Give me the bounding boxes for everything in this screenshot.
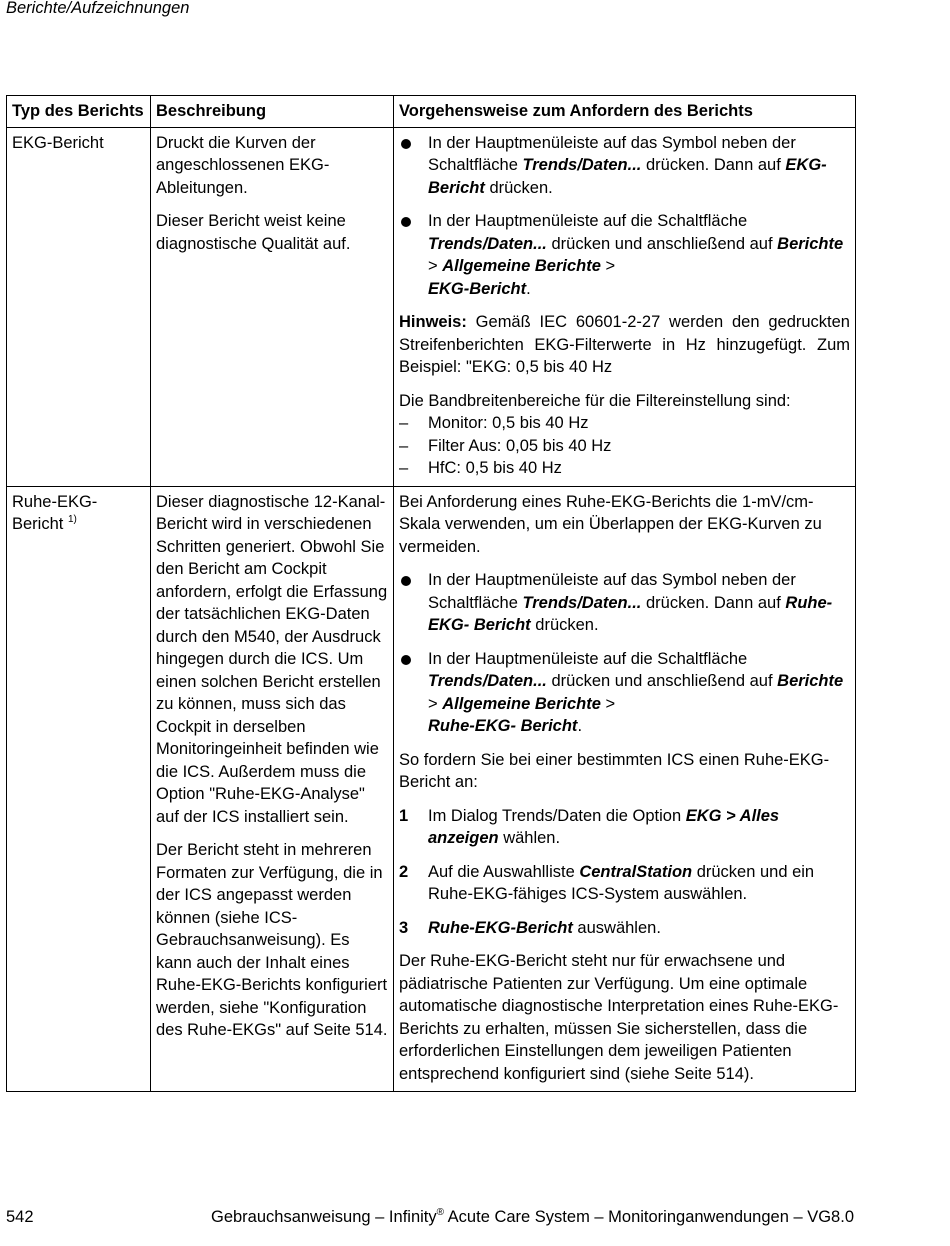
ui-term: Berichte bbox=[777, 234, 844, 253]
running-header: Berichte/Aufzeichnungen bbox=[6, 0, 190, 17]
intro-paragraph: Bei Anforderung eines Ruhe-EKG-Berichts die 1-mV/cm-Skala verwenden, um ein Überlappen der EKG-Kurven zu vermeiden. bbox=[399, 492, 822, 556]
ui-term: Ruhe-EKG- Bericht bbox=[428, 593, 833, 634]
report-type-ekg: EKG-Bericht bbox=[7, 127, 151, 486]
step-item: 1 Im Dialog Trends/Daten die Option EKG > Alles anzeigen wählen. bbox=[399, 806, 780, 847]
description-ekg bbox=[151, 127, 394, 486]
step-item: 2 Auf die Auswahlliste CentralStation drücken und ein Ruhe-EKG-fähiges ICS-System auswählen. bbox=[399, 862, 815, 903]
bullet-icon bbox=[401, 576, 411, 586]
outro-paragraph: Der Ruhe-EKG-Bericht steht nur für erwachsene und pädiatrische Patienten zur Verfügung. Um eine optimale automatische diagnostische Interpretation eines Ruhe-EKG-Berichts zu erhalten, müssen Sie sicherstellen, dass die erforderlichen Einstellungen dem jeweiligen Patienten entsprechend konfiguriert sind (siehe Seite 514). bbox=[399, 952, 839, 1083]
ui-term: Allgemeine Berichte bbox=[442, 694, 601, 713]
ui-term: Trends/Daten... bbox=[522, 156, 642, 174]
report-table bbox=[6, 95, 856, 1092]
page-number: 542 bbox=[6, 1208, 34, 1226]
ui-term: Allgemeine Berichte bbox=[442, 257, 601, 275]
footer-title: Gebrauchsanweisung – Infinity® Acute Care System – Monitoringanwendungen – VG8.0 bbox=[210, 1207, 854, 1226]
ui-term: Ruhe-EKG- Bericht bbox=[428, 717, 578, 735]
ui-term: CentralStation bbox=[579, 862, 693, 881]
ui-term: Trends/Daten... bbox=[428, 672, 547, 690]
list-item: – HfC: 0,5 bis 40 Hz bbox=[399, 459, 562, 477]
ui-term: Trends/Daten... bbox=[428, 234, 547, 253]
step-number: 3 bbox=[399, 918, 409, 937]
registered-mark: ® bbox=[436, 1207, 444, 1218]
bullet-item: In der Hauptmenüleiste auf die Schaltfläche Trends/Daten... drücken und anschließend auf Berichte > Allgemeine Berichte > EKG-Bericht. bbox=[399, 210, 850, 300]
footnote-ref: 1) bbox=[67, 514, 77, 525]
bullet-icon bbox=[401, 655, 411, 665]
bullet-item: In der Hauptmenüleiste auf das Symbol neben der Schaltfläche Trends/Daten... drücken. Dann auf EKG-Bericht drücken. bbox=[399, 132, 850, 200]
table-row bbox=[7, 127, 856, 486]
ui-term: EKG > Alles anzeigen bbox=[428, 806, 780, 847]
procedure-rest-ekg bbox=[394, 486, 856, 1092]
list-item: – Monitor: 0,5 bis 40 Hz bbox=[399, 414, 589, 432]
bullet-item: In der Hauptmenüleiste auf die Schaltfläche Trends/Daten... drücken und anschließend auf Berichte > Allgemeine Berichte > Ruhe-EKG- Bericht. bbox=[399, 648, 850, 738]
description-rest-ekg bbox=[151, 486, 394, 1092]
ui-term: Ruhe-EKG-Bericht bbox=[428, 918, 573, 937]
step-number: 2 bbox=[399, 862, 409, 881]
description-text: Druckt die Kurven der angeschlossenen EKG-Ableitungen. bbox=[156, 133, 330, 197]
step-number: 1 bbox=[399, 806, 409, 825]
note-paragraph: Hinweis: Gemäß IEC 60601-2-27 werden den gedruckten Streifenberichten EKG-Filterwerte in Hz hinzugefügt. Zum Beispiel: "EKG: 0,5 bis 40 Hz bbox=[399, 313, 850, 376]
note-label: Hinweis: bbox=[399, 313, 467, 331]
ui-term: Berichte bbox=[777, 672, 844, 690]
report-type-rest-ekg: Ruhe-EKG-Bericht $^{1)}$ bbox=[7, 486, 151, 1092]
description-text: Der Bericht steht in mehreren Formaten zur Verfügung, die in der ICS angepasst werden können (siehe ICS-Gebrauchsanweisung). Es kann auch der Inhalt eines Ruhe-EKG-Berichts konfiguriert werden, siehe "Konfiguration des Ruhe-EKGs" auf Seite 514. bbox=[156, 841, 388, 1039]
bandwidth-intro: Die Bandbreitenbereiche für die Filtereinstellung sind: bbox=[399, 391, 791, 410]
ui-term: EKG-Bericht bbox=[428, 279, 527, 298]
col-header-type: Typ des Berichts bbox=[7, 96, 151, 128]
col-header-procedure: Vorgehensweise zum Anfordern des Berichts bbox=[394, 96, 856, 128]
bullet-icon bbox=[401, 217, 411, 227]
bandwidth-block bbox=[399, 390, 850, 480]
step-item: 3 Ruhe-EKG-Bericht auswählen. bbox=[399, 917, 850, 940]
description-text: Dieser diagnostische 12-Kanal-Bericht wird in verschiedenen Schritten generiert. Obwohl Sie den Bericht am Cockpit anfordern, erfolgt die Erfassung der tatsächlichen EKG-Daten durch den M540, der Ausdruck hingegen durch die ICS. Um einen solchen Bericht erstellen zu können, muss sich das Cockpit in derselben Monitoringeinheit befinden wie die ICS. Außerdem muss die Option "Ruhe-EKG-Analyse" auf der ICS installiert sein. bbox=[156, 492, 388, 826]
bullet-item: In der Hauptmenüleiste auf das Symbol neben der Schaltfläche Trends/Daten... drücken. Dann auf Ruhe-EKG- Bericht drücken. bbox=[399, 569, 850, 637]
procedure-ekg bbox=[394, 127, 856, 486]
ui-term: EKG-Bericht bbox=[428, 156, 827, 197]
col-header-description: Beschreibung bbox=[151, 96, 394, 128]
ui-term: Trends/Daten... bbox=[522, 593, 642, 612]
table-row bbox=[7, 486, 856, 1092]
description-text: Dieser Bericht weist keine diagnostische Qualität auf. bbox=[156, 212, 351, 253]
list-item: – Filter Aus: 0,05 bis 40 Hz bbox=[399, 436, 612, 455]
table-header-row bbox=[7, 96, 856, 128]
ics-intro: So fordern Sie bei einer bestimmten ICS einen Ruhe-EKG-Bericht an: bbox=[399, 750, 830, 791]
bullet-icon bbox=[401, 139, 411, 149]
